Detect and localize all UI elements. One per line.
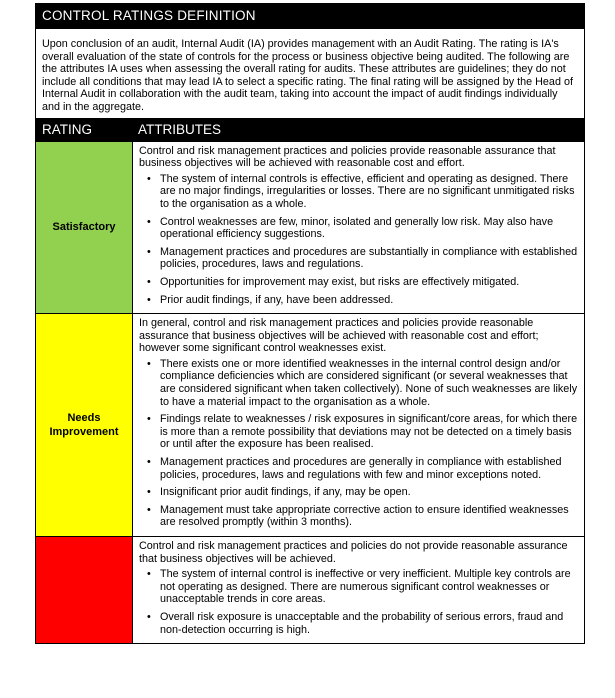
list-item: • Management must take appropriate corrective action to ensure identified weaknesses are resolved promptly (within 3 months).: [160, 504, 578, 529]
list-item: • Management practices and procedures are generally in compliance with established policies, procedures, laws and regulations with few and minor exceptions noted.: [160, 456, 578, 481]
table-row-satisfactory: [35, 142, 585, 315]
list-item: • Prior audit findings, if any, have been addressed.: [160, 294, 578, 307]
list-item: • There exists one or more identified weaknesses in the internal control design and/or compliance deficiencies which are considered significant (or several weaknesses that are considered significant when taken collectively). None of such weaknesses are likely to have a material impact to the organisation as a whole.: [160, 358, 578, 408]
table-header: [35, 119, 585, 142]
intro-paragraph: Upon conclusion of an audit, Internal Audit (IA) provides management with an Audit Rating. The rating is IA's overall evaluation of the state of controls for the process or business objective being audited. The following are the attributes IA uses when assessing the overall rating for audits. These attributes are guidelines; they do not include all conditions that may lead IA to select a specific rating. The final rating will be assigned by the Head of Internal Audit in collaboration with the audit team, taking into account the impact of audit findings individually and in the aggregate.: [35, 29, 585, 119]
attributes-cell: [133, 142, 584, 314]
list-item: • Overall risk exposure is unacceptable and the probability of serious errors, fraud and non-detection occurring is high.: [160, 611, 578, 636]
attributes-cell: [133, 314, 584, 536]
attributes-summary: In general, control and risk management practices and policies provide reasonable assurance that business objectives will be achieved with reasonable cost and effort; however some significant control weaknesses exist.: [139, 317, 539, 355]
rating-label: Satisfactory: [52, 221, 116, 234]
table-row-needs-improvement: [35, 314, 585, 537]
attributes-list: [139, 358, 578, 529]
list-item: • Control weaknesses are few, minor, isolated and generally low risk. May also have operational efficiency suggestions.: [160, 216, 578, 241]
list-item: • Opportunities for improvement may exist, but risks are effectively mitigated.: [160, 276, 578, 289]
attributes-list: [139, 568, 578, 636]
list-item: • Management practices and procedures are substantially in compliance with established policies, procedures, laws and regulations.: [160, 246, 578, 271]
list-item: • The system of internal controls is effective, efficient and operating as designed. There are no major findings, irregularities or losses. There are no significant unmitigated risks to the organisation as a whole.: [160, 173, 578, 211]
attributes-summary: Control and risk management practices and policies provide reasonable assurance that business objectives will be achieved with reasonable cost and effort.: [139, 144, 556, 170]
rating-cell-satisfactory: [36, 142, 133, 314]
attributes-cell: [133, 537, 584, 643]
attributes-summary: Control and risk management practices and policies do not provide reasonable assurance that business objectives will be achieved.: [139, 540, 568, 565]
attributes-list: [139, 173, 578, 306]
list-item: • The system of internal control is ineffective or very inefficient. Multiple key controls are not operating as designed. There are numerous significant control weaknesses or unacceptable trends in core areas.: [160, 568, 578, 606]
rating-label: Needs Improvement: [49, 412, 119, 439]
list-item: • Insignificant prior audit findings, if any, may be open.: [160, 486, 578, 499]
rating-column-header: RATING: [42, 121, 92, 137]
document-title: CONTROL RATINGS DEFINITION: [35, 3, 585, 29]
table-row-unsatisfactory: [35, 537, 585, 644]
list-item: • Findings relate to weaknesses / risk exposures in significant/core areas, for which there is more than a remote possibility that deviations may not be detected on a timely basis or until after the exposure has been realised.: [160, 413, 578, 451]
rating-cell-needs-improvement: [36, 314, 133, 536]
control-ratings-document: [35, 3, 585, 644]
attributes-column-header: ATTRIBUTES: [138, 121, 222, 137]
rating-cell-unsatisfactory: [36, 537, 133, 643]
